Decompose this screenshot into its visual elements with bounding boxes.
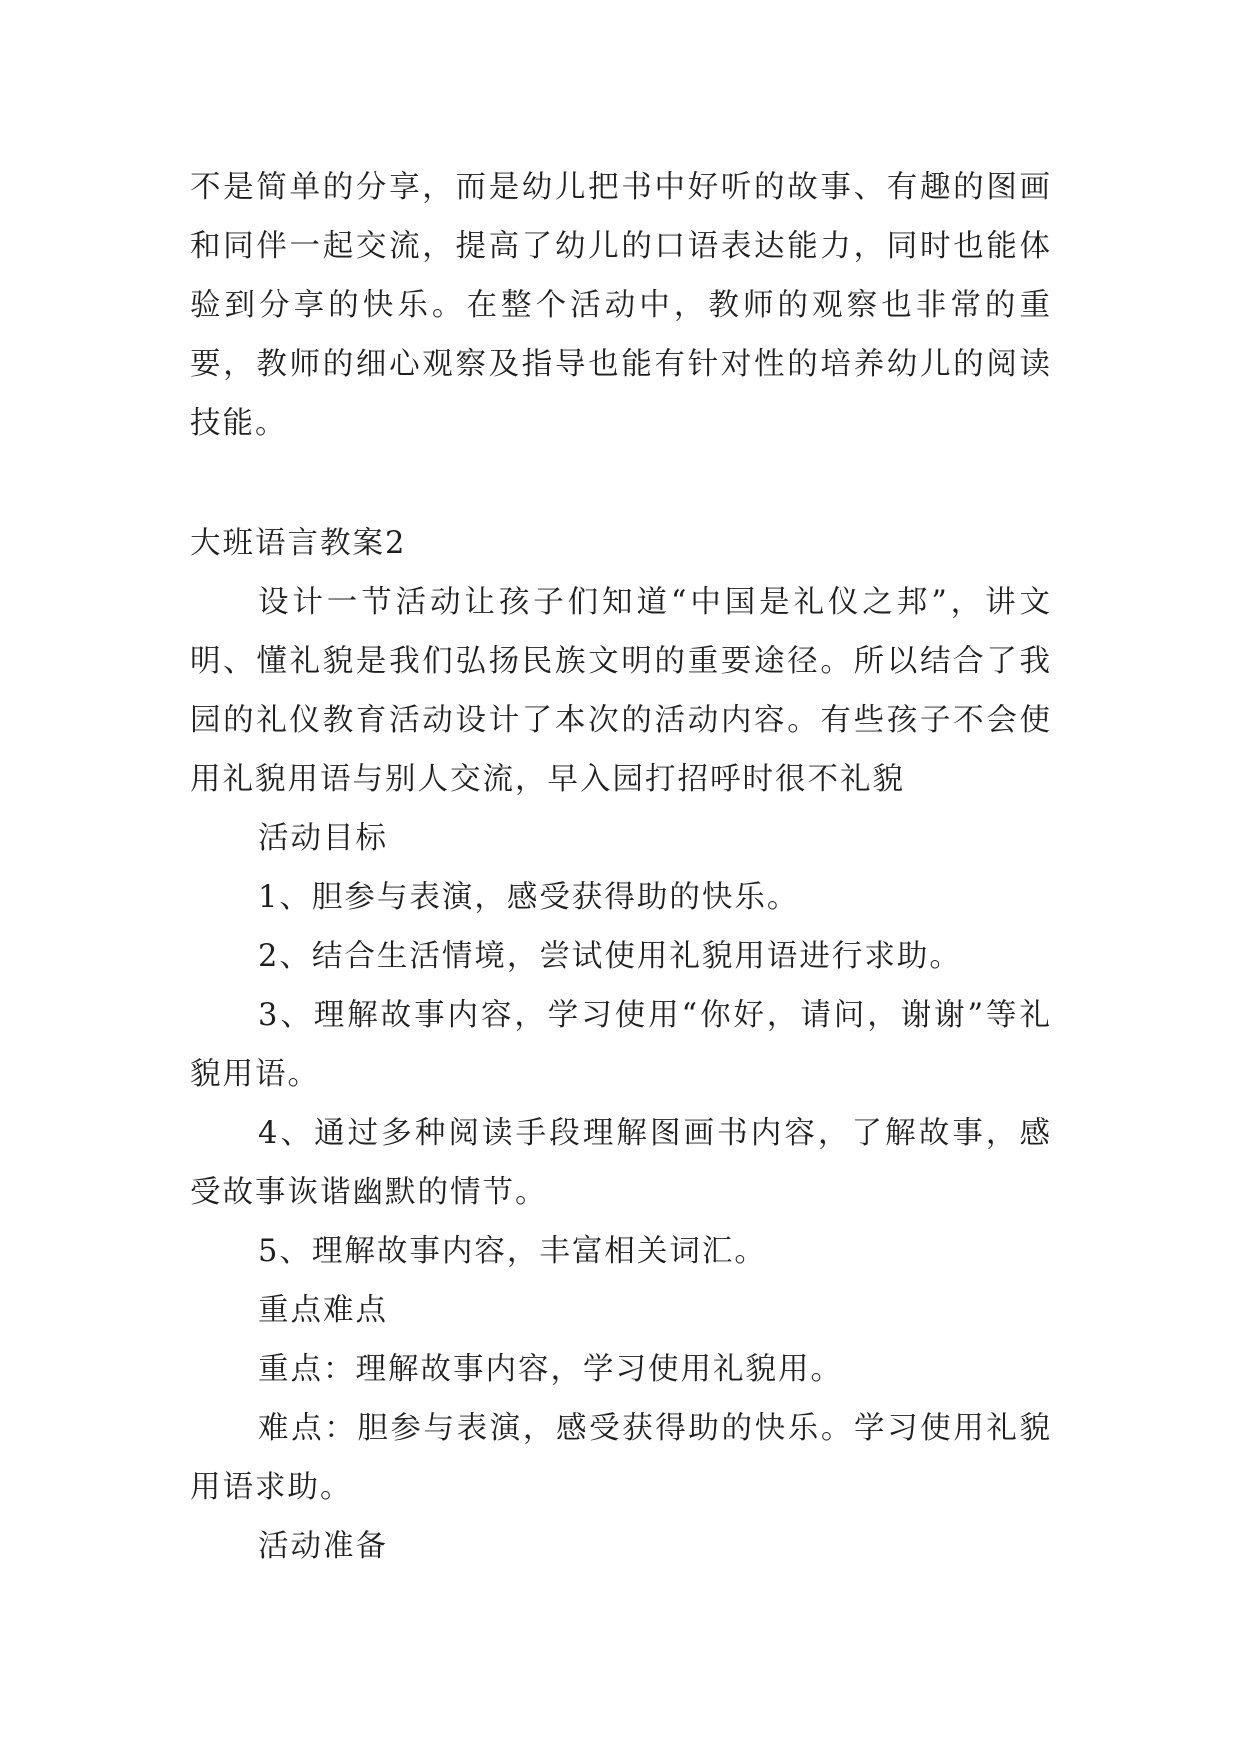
intro-paragraph: 设计一节活动让孩子们知道“中国是礼仪之邦”，讲文明、懂礼貌是我们弘扬民族文明的重要途径。所以结合了我园的礼仪教育活动设计了本次的活动内容。有些孩子不会使用礼貌用语与别人交流，早入园打招呼时很不礼貌	[190, 585, 1052, 797]
goal-item: 3、理解故事内容，学习使用“你好，请问，谢谢”等礼貌用语。	[190, 998, 1052, 1092]
continuation-paragraph: 不是简单的分享，而是幼儿把书中好听的故事、有趣的图画和同伴一起交流，提高了幼儿的口语表达能力，同时也能体验到分享的快乐。在整个活动中，教师的观察也非常的重要，教师的细心观察及指导也能有针对性的培养幼儿的阅读技能。	[190, 170, 1052, 441]
goal-item: 5、理解故事内容，丰富相关词汇。	[258, 1234, 767, 1269]
goals-heading: 活动目标	[258, 821, 388, 856]
key-point: 重点：理解故事内容，学习使用礼貌用。	[258, 1352, 843, 1387]
difficult-point: 难点：胆参与表演，感受获得助的快乐。学习使用礼貌用语求助。	[190, 1411, 1052, 1505]
goal-item: 1、胆参与表演，感受获得助的快乐。	[258, 880, 800, 915]
preparation-heading: 活动准备	[258, 1529, 388, 1564]
goal-item: 4、通过多种阅读手段理解图画书内容，了解故事，感受故事诙谐幽默的情节。	[190, 1116, 1052, 1210]
key-points-heading: 重点难点	[258, 1293, 388, 1328]
document-body	[190, 158, 1052, 1576]
section-title: 大班语言教案2	[190, 526, 407, 561]
goal-item: 2、结合生活情境，尝试使用礼貌用语进行求助。	[258, 939, 962, 974]
